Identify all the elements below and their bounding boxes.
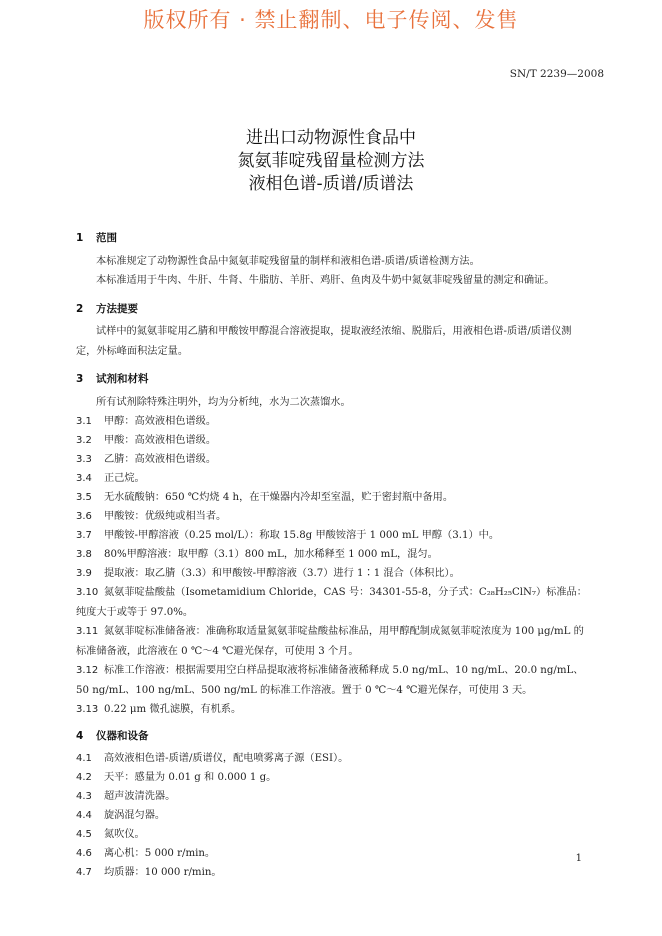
reagent-item bbox=[76, 622, 588, 661]
item-text: 天平：感量为 0.01 g 和 0.000 1 g。 bbox=[104, 772, 277, 783]
item-number: 3.9 bbox=[76, 568, 92, 579]
reagent-item bbox=[76, 700, 588, 720]
instrument-item bbox=[76, 806, 588, 826]
item-number: 3.6 bbox=[76, 511, 92, 522]
reagent-item bbox=[76, 450, 588, 470]
item-number: 3.10 bbox=[76, 587, 99, 598]
item-text: 旋涡混匀器。 bbox=[104, 810, 166, 821]
item-number: 4.6 bbox=[76, 848, 92, 859]
section-number: 1 bbox=[76, 232, 84, 244]
reagent-item bbox=[76, 661, 588, 700]
item-text: 乙腈：高效液相色谱级。 bbox=[104, 454, 217, 465]
item-text: 均质器：10 000 r/min。 bbox=[104, 867, 222, 878]
paragraph-reagents-intro: 所有试剂除特殊注明外，均为分析纯，水为二次蒸馏水。 bbox=[96, 397, 351, 408]
item-number: 3.4 bbox=[76, 473, 92, 484]
item-text: 无水硫酸钠：650 ℃灼烧 4 h，在干燥器内冷却至室温，贮于密封瓶中备用。 bbox=[104, 492, 454, 503]
item-number: 3.3 bbox=[76, 454, 92, 465]
item-number: 3.8 bbox=[76, 549, 92, 560]
instrument-item bbox=[76, 749, 588, 769]
section-title: 范围 bbox=[96, 232, 117, 244]
reagent-item bbox=[76, 488, 588, 508]
item-number: 4.7 bbox=[76, 867, 92, 878]
item-text: 0.22 μm 微孔滤膜，有机系。 bbox=[104, 704, 242, 715]
doc-title-line-2: 氮氨菲啶残留量检测方法 bbox=[237, 151, 425, 171]
reagent-item bbox=[76, 431, 588, 451]
item-text: 甲酸：高效液相色谱级。 bbox=[104, 435, 217, 446]
section-heading-scope bbox=[76, 230, 117, 245]
section-title: 仪器和设备 bbox=[96, 730, 149, 742]
copyright-banner: 版权所有 · 禁止翻制、电子传阅、发售 bbox=[143, 8, 519, 32]
section-heading-instruments bbox=[76, 728, 149, 743]
section-number: 2 bbox=[76, 303, 84, 315]
doc-title-line-1: 进出口动物源性食品中 bbox=[246, 128, 416, 148]
paragraph-scope-1: 本标准规定了动物源性食品中氮氨菲啶残留量的制样和液相色谱-质谱/质谱检测方法。 bbox=[96, 256, 480, 267]
instrument-item bbox=[76, 863, 588, 883]
item-number: 3.13 bbox=[76, 704, 99, 715]
section-number: 4 bbox=[76, 730, 84, 742]
paragraph-principle: 试样中的氮氨菲啶用乙腈和甲酸铵甲醇混合溶液提取，提取液经浓缩、脱脂后，用液相色谱-质谱/质谱仪测定，外标峰面积法定量。 bbox=[76, 326, 572, 357]
item-number: 4.1 bbox=[76, 753, 92, 764]
item-number: 4.5 bbox=[76, 829, 92, 840]
item-text: 氮氨菲啶盐酸盐（Isometamidium Chloride，CAS 号：34301-55-8，分子式：C₂₈H₂₅ClN₇）标准品：纯度大于或等于 97.0%。 bbox=[76, 587, 587, 618]
item-text: 高效液相色谱-质谱/质谱仪，配电喷雾离子源（ESI）。 bbox=[104, 753, 349, 764]
item-text: 甲醇：高效液相色谱级。 bbox=[104, 416, 217, 427]
item-number: 3.7 bbox=[76, 530, 92, 541]
item-number: 3.5 bbox=[76, 492, 92, 503]
instrument-item bbox=[76, 768, 588, 788]
standard-number: SN/T 2239—2008 bbox=[509, 68, 604, 80]
instrument-item bbox=[76, 844, 588, 864]
reagent-item bbox=[76, 507, 588, 527]
section-title: 试剂和材料 bbox=[96, 373, 149, 385]
reagent-item bbox=[76, 412, 588, 432]
instrument-item bbox=[76, 825, 588, 845]
item-text: 80%甲醇溶液：取甲醇（3.1）800 mL，加水稀释至 1 000 mL，混匀。 bbox=[104, 549, 438, 560]
item-text: 标准工作溶液：根据需要用空白样品提取液将标准储备液稀释成 5.0 ng/mL、10 ng/mL、20.0 ng/mL、50 ng/mL、100 ng/mL、500 ng/mL 的标准工作溶液。置于 0 ℃～4 ℃避光保存，可使用 3 天。 bbox=[76, 665, 584, 696]
reagent-item bbox=[76, 469, 588, 489]
instrument-item bbox=[76, 787, 588, 807]
reagent-item bbox=[76, 526, 588, 546]
item-number: 4.3 bbox=[76, 791, 92, 802]
item-text: 甲酸铵-甲醇溶液（0.25 mol/L）：称取 15.8g 甲酸铵溶于 1 000 mL 甲醇（3.1）中。 bbox=[104, 530, 500, 541]
item-text: 氮吹仪。 bbox=[104, 829, 145, 840]
paragraph-scope-2: 本标准适用于牛肉、牛肝、牛肾、牛脂肪、羊肝、鸡肝、鱼肉及牛奶中氮氨菲啶残留量的测定和确证。 bbox=[96, 275, 555, 286]
item-text: 正己烷。 bbox=[104, 473, 145, 484]
reagent-item bbox=[76, 564, 588, 584]
item-number: 3.11 bbox=[76, 626, 99, 637]
section-number: 3 bbox=[76, 373, 84, 385]
item-text: 甲酸铵：优级纯或相当者。 bbox=[104, 511, 227, 522]
item-text: 超声波清洗器。 bbox=[104, 791, 176, 802]
section-title: 方法提要 bbox=[96, 303, 138, 315]
item-text: 氮氨菲啶标准储备液：准确称取适量氮氨菲啶盐酸盐标准品，用甲醇配制成氮氨菲啶浓度为 100 μg/mL 的标准储备液，此溶液在 0 ℃～4 ℃避光保存，可使用 3 个月。 bbox=[76, 626, 584, 657]
reagent-item bbox=[76, 583, 588, 622]
item-number: 3.2 bbox=[76, 435, 92, 446]
reagent-item bbox=[76, 545, 588, 565]
doc-title-line-3: 液相色谱-质谱/质谱法 bbox=[248, 174, 414, 194]
item-text: 离心机：5 000 r/min。 bbox=[104, 848, 216, 859]
item-number: 3.1 bbox=[76, 416, 92, 427]
item-text: 提取液：取乙腈（3.3）和甲酸铵-甲醇溶液（3.7）进行 1∶1 混合（体积比）。 bbox=[104, 568, 460, 579]
item-number: 3.12 bbox=[76, 665, 99, 676]
section-heading-reagents bbox=[76, 371, 149, 386]
item-number: 4.2 bbox=[76, 772, 92, 783]
section-heading-principle bbox=[76, 301, 138, 316]
item-number: 4.4 bbox=[76, 810, 92, 821]
page-number: 1 bbox=[575, 853, 582, 864]
